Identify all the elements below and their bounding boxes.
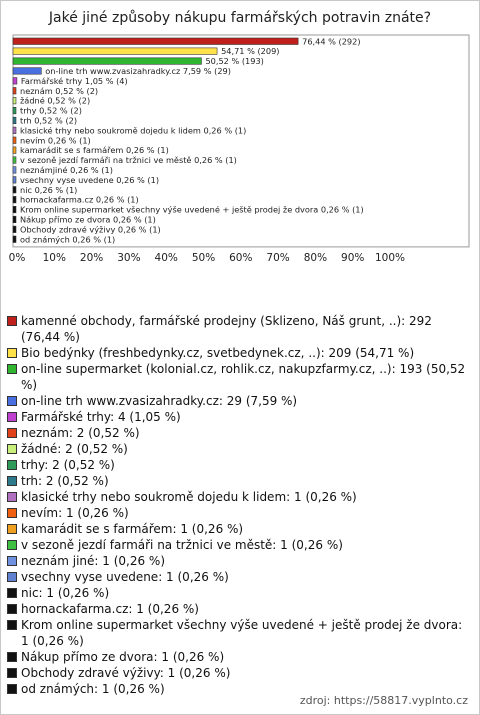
legend-item [6,425,472,441]
legend-swatch [7,524,17,534]
bar [13,177,16,184]
bar [13,147,16,154]
legend-swatch [7,444,17,454]
bar-label: hornackafarma.cz 0,26 % (1) [20,194,139,205]
bar-label: 76,44 % (292) [302,36,361,47]
legend-label: on-line trh www.zvasizahradky.cz: 29 (7,59 %) [21,394,298,408]
bar [13,167,16,174]
legend-label: Farmářské trhy: 4 (1,05 %) [21,410,181,424]
legend-label: v sezoně jezdí farmáři na tržnici ve městě: 1 (0,26 %) [21,538,343,552]
legend-item [6,585,472,601]
x-tick-label: 50% [191,251,216,264]
bar-label: nic 0,26 % (1) [20,184,78,195]
legend-item [6,505,472,521]
legend-label: Nákup přímo ze dvora: 1 (0,26 %) [21,650,225,664]
x-tick-label: 40% [154,251,178,264]
chart-title: Jaké jiné způsoby nákupu farmářských potravin znáte? [48,10,432,26]
legend-swatch [7,316,17,326]
bar [13,157,16,164]
legend-swatch [7,508,17,518]
legend-item [6,665,472,681]
bar-label: Farmářské trhy 1,05 % (4) [20,75,128,86]
bar-label: vsechny vyse uvedene 0,26 % (1) [20,174,160,185]
bar-chart [0,0,480,310]
bar-label: v sezoně jezdí farmáři na tržnici ve městě 0,26 % (1) [20,155,237,166]
legend-item [6,441,472,457]
x-tick-label: 30% [117,251,141,264]
legend-swatch [7,540,17,550]
x-tick-label: 0% [8,251,26,264]
legend-item [6,489,472,505]
legend-label: klasické trhy nebo soukromě dojedu k lidem: 1 (0,26 %) [21,490,357,504]
legend-label: Krom online supermarket všechny výše uvedené + ještě prodej že dvora: 1 (0,26 %) [21,618,463,648]
bar-label: Krom online supermarket všechny výše uvedené + ještě prodej že dvora 0,26 % (1) [20,204,364,215]
bar [13,216,16,223]
source-label: zdroj: https://58817.vyplnto.cz [299,694,468,707]
legend-item [6,473,472,489]
bar-label: on-line trh www.zvasizahradky.cz 7,59 % (29) [45,66,231,76]
legend-label: Bio bedýnky (freshbedynky.cz, svetbedynek.cz, ..): 209 (54,71 %) [21,346,415,360]
legend-swatch [7,476,17,486]
x-tick-label: 20% [79,251,104,264]
x-tick-label: 90% [341,251,365,264]
legend-item [6,457,472,473]
legend-label: on-line supermarket (kolonial.cz, rohlik.cz, nakupzfarmy.cz, ..): 193 (50,52 %) [21,362,466,392]
legend-label: trh: 2 (0,52 %) [21,474,109,488]
legend-swatch [7,460,17,470]
bar [13,206,16,213]
legend-label: trhy: 2 (0,52 %) [21,458,115,472]
legend-swatch [7,428,17,438]
bar-label: trhy 0,52 % (2) [20,105,82,116]
legend-item [6,569,472,585]
bar-label: od známých 0,26 % (1) [20,234,116,245]
legend-item [6,617,472,649]
bar [13,226,16,233]
legend-label: kamarádit se s farmářem: 1 (0,26 %) [21,522,244,536]
legend-swatch [7,684,17,694]
bar [13,38,298,45]
legend-swatch [7,556,17,566]
bar-label: 50,52 % (193) [205,56,264,67]
x-tick-label: 70% [266,251,290,264]
legend-item [6,361,472,393]
legend-label: od známých: 1 (0,26 %) [21,682,165,696]
legend-swatch [7,396,17,406]
legend-swatch [7,364,17,374]
bar [13,88,16,95]
legend-item [6,521,472,537]
bar-label: klasické trhy nebo soukromě dojedu k lidem 0,26 % (1) [20,125,247,136]
chart-legend [6,313,472,697]
bar [13,137,16,144]
legend-label: kamenné obchody, farmářské prodejny (Sklizeno, Náš grunt, ..): 292 (76,44 %) [21,314,432,344]
legend-swatch [7,572,17,582]
legend-label: neznám: 2 (0,52 %) [21,426,140,440]
bar-label: Nákup přímo ze dvora 0,26 % (1) [20,214,156,225]
bar [13,127,16,134]
legend-item [6,393,472,409]
bar [13,58,201,65]
bar [13,78,17,85]
legend-item [6,553,472,569]
legend-swatch [7,588,17,598]
bar-label: kamarádit se s farmářem 0,26 % (1) [20,145,169,156]
legend-swatch [7,668,17,678]
bar [13,68,41,75]
bar-label: žádné 0,52 % (2) [20,95,91,106]
legend-item [6,601,472,617]
legend-item [6,409,472,425]
legend-label: hornackafarma.cz: 1 (0,26 %) [21,602,199,616]
bar-label: neznámjiné 0,26 % (1) [20,165,113,175]
x-tick-label: 80% [303,251,328,264]
legend-item [6,313,472,345]
legend-label: nic: 1 (0,26 %) [21,586,110,600]
bar-label: neznám 0,52 % (2) [20,85,99,96]
legend-swatch [7,620,17,630]
legend-item [6,345,472,361]
bar [13,97,16,104]
legend-label: nevím: 1 (0,26 %) [21,506,129,520]
legend-swatch [7,492,17,502]
bar [13,187,16,194]
bar-label: trh 0,52 % (2) [20,115,78,126]
bar [13,196,16,203]
x-tick-label: 100% [374,251,406,264]
legend-label: neznám jiné: 1 (0,26 %) [21,554,166,568]
bar [13,48,217,55]
bar-label: nevím 0,26 % (1) [20,135,91,146]
x-tick-label: 60% [229,251,253,264]
legend-swatch [7,604,17,614]
legend-label: Obchody zdravé výživy: 1 (0,26 %) [21,666,231,680]
legend-item [6,649,472,665]
legend-swatch [7,412,17,422]
x-tick-label: 10% [42,251,66,264]
bar-label: Obchody zdravé výživy 0,26 % (1) [20,224,161,235]
bar [13,236,16,243]
bar [13,107,16,114]
bar-label: 54,71 % (209) [221,46,280,57]
legend-label: vsechny vyse uvedene: 1 (0,26 %) [21,570,229,584]
legend-swatch [7,348,17,358]
legend-label: žádné: 2 (0,52 %) [21,442,128,456]
legend-swatch [7,652,17,662]
bar [13,117,16,124]
legend-item [6,537,472,553]
